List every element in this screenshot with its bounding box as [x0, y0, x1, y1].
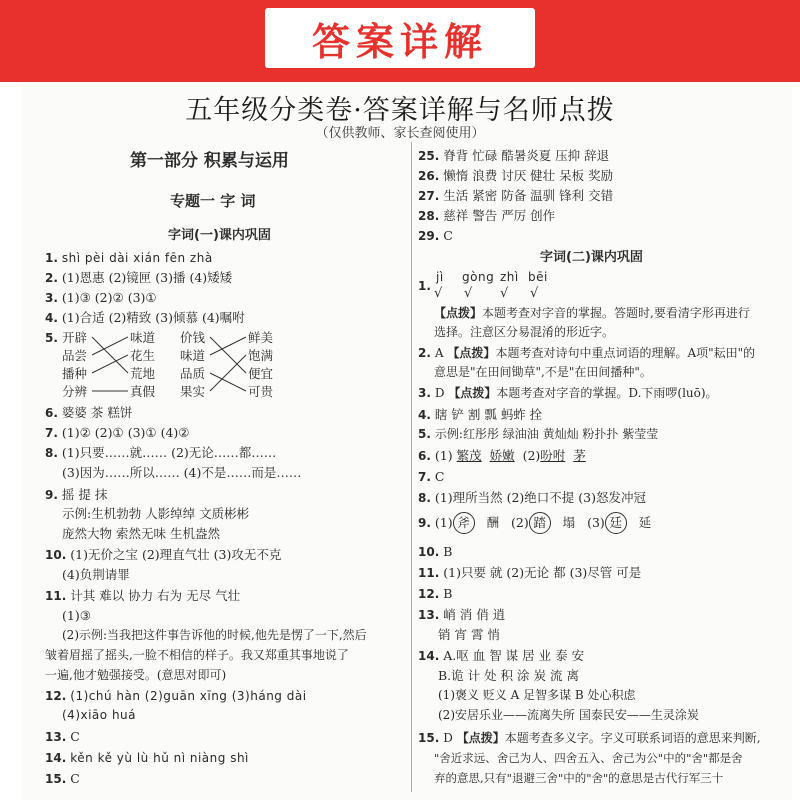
answer-item: 9. (1) 斧 酬 (2) 踏 塌 (3) 廷 延	[418, 512, 651, 534]
answer-item: 29. C	[418, 228, 453, 243]
pinyin-word: gòng	[462, 270, 495, 284]
answer-item: 7. (1)② (2)① (3)① (4)②	[45, 425, 190, 440]
answer-item-number: 1.	[418, 279, 431, 293]
answer-item: 6. 婆婆 茶 糕饼	[45, 405, 133, 420]
answer-item: 15. D 【点拨】本题考查多义字。字义可联系词语的意思来判断,	[418, 731, 761, 745]
answer-line: 示例:生机勃勃 人影绰绰 文质彬彬	[62, 506, 250, 521]
pinyin-word: bēi	[528, 270, 548, 284]
answer-item-number: 5.	[45, 331, 58, 345]
answer-item: 10. B	[418, 544, 453, 559]
answer-banner	[0, 0, 800, 82]
answer-item: 14. A.呕 血 智 谋 居 业 泰 安	[418, 648, 585, 663]
match-word: 便宜	[248, 366, 274, 381]
page-subtitle: （仅供教师、家长查阅使用）	[315, 126, 485, 141]
match-word: 饱满	[248, 348, 274, 363]
column-divider	[411, 142, 412, 792]
answer-item: 3. D 【点拨】本题考查对字音的掌握。D.下雨啰(luō)。	[418, 386, 718, 400]
check-mark: √	[530, 286, 539, 301]
match-word: 荒地	[130, 366, 156, 381]
banner-label-box	[265, 8, 535, 68]
match-word: 可贵	[248, 384, 274, 399]
answer-item: 2. A 【点拨】本题考查对诗句中重点词语的理解。A项"耘田"的	[418, 346, 756, 360]
hint-line: 弃的意思,只有"退避三舍"中的"舍"的意思是古代行军三十	[434, 771, 724, 785]
answer-item: 26. 懒惰 浪费 讨厌 健壮 呆板 奖励	[418, 168, 614, 183]
topic-heading: 专题一 字 词	[170, 192, 256, 210]
answer-item: 6. (1) 繁茂 娇嫩 (2)吩咐 茅	[418, 448, 586, 463]
hint-line: "舍近求远、舍己为人、四舍五入、舍己为公"中的"舍"都是舍	[434, 751, 743, 765]
check-mark: √	[434, 286, 443, 301]
match-word: 播种	[62, 366, 88, 381]
match-word: 味道	[130, 330, 156, 345]
pinyin-word: jì	[436, 270, 444, 284]
answer-line: (3)因为……所以…… (4)不是……而是……	[62, 465, 302, 480]
circled-char: 廷	[605, 512, 627, 534]
answer-item: 3. (1)③ (2)② (3)①	[45, 290, 157, 305]
match-word: 开辟	[62, 330, 88, 345]
answer-line: (4)xiāo huá	[62, 708, 137, 722]
hint-line: 【点拨】本题考查对字音的掌握。答题时,要看清字形再进行	[434, 306, 750, 320]
match-word: 品尝	[62, 348, 88, 363]
match-word: 花生	[130, 348, 156, 363]
hint-line: 意思是"在田间锄草",不是"在田间播种"。	[434, 365, 652, 379]
match-word: 价钱	[180, 330, 206, 345]
check-mark: √	[464, 286, 473, 301]
match-word: 鲜美	[248, 330, 274, 345]
answer-item: 8. (1)只要……就…… (2)无论……都……	[45, 445, 277, 460]
answer-item: 12. B	[418, 586, 453, 601]
answer-item: 11. 计其 难以 协力 右为 无尽 气壮	[45, 588, 241, 603]
banner-title: 答案详解	[311, 19, 488, 64]
match-word: 品质	[180, 366, 206, 381]
match-word: 果实	[180, 384, 206, 399]
answer-item: 12. (1)chú hàn (2)guān xīng (3)háng dài	[45, 689, 307, 703]
answer-item: 10. (1)无价之宝 (2)理直气壮 (3)攻无不克	[45, 547, 282, 562]
circled-char: 斧	[453, 512, 475, 534]
match-word: 分辨	[62, 384, 88, 399]
section-heading-1: 字词(一)课内巩固	[168, 228, 271, 243]
match-word: 真假	[130, 384, 156, 399]
answer-line: (4)负荆请罪	[62, 567, 130, 582]
answer-item: 15. C	[45, 771, 80, 786]
answer-item: 13. C	[45, 729, 80, 744]
answer-item: 28. 慈祥 警告 严厉 创作	[418, 208, 556, 223]
answer-item: 25. 脊背 忙碌 酷暑炎夏 压抑 辞退	[418, 148, 610, 163]
answer-line: 庞然大物 索然无味 生机盎然	[62, 526, 220, 541]
section-heading-2: 字词(二)课内巩固	[540, 250, 643, 265]
pinyin-word: zhì	[500, 270, 519, 284]
answer-item: 13. 峭 消 俏 逍	[418, 607, 506, 622]
answer-line: (2)示例:当我把这件事告诉他的时候,他先是愣了一下,然后	[62, 628, 367, 642]
answer-item: 9. 摇 提 抹	[45, 487, 108, 502]
part-heading: 第一部分 积累与运用	[130, 151, 289, 171]
answer-item: 4. (1)合适 (2)精致 (3)倾慕 (4)嘱咐	[45, 310, 245, 325]
answer-line: (1)褒义 贬义 A 足智多谋 B 处心积虑	[438, 688, 636, 702]
check-mark: √	[500, 286, 509, 301]
answer-item: 7. C	[418, 469, 445, 484]
answer-item: 14. kěn kě yù lù hǔ nì niàng shì	[45, 751, 249, 765]
answer-item: 27. 生活 紧密 防备 温驯 锋利 交错	[418, 188, 614, 203]
answer-item: 4. 瞎 铲 割 瓢 蚂蚱 拴	[418, 407, 543, 422]
answer-item: 5. 示例:红彤彤 绿油油 黄灿灿 粉扑扑 紫莹莹	[418, 427, 659, 441]
answer-item: 8. (1)理所当然 (2)绝口不提 (3)怒发冲冠	[418, 490, 646, 505]
match-word: 味道	[180, 348, 206, 363]
circled-char: 踏	[529, 512, 551, 534]
answer-item: 1. shì pèi dài xián fēn zhà	[45, 251, 213, 265]
answer-item: 11. (1)只要 就 (2)无论 都 (3)尽管 可是	[418, 565, 642, 580]
answer-line: 一遍,他才勉强接受。(意思对即可)	[45, 668, 227, 682]
answer-line: (1)③	[62, 608, 91, 623]
answer-line: 销 宵 霄 悄	[438, 627, 500, 642]
hint-line: 选择。注意区分易混淆的形近字。	[434, 325, 615, 339]
answer-line: B.诡 计 处 积 涂 炭 流 离	[438, 668, 579, 683]
answer-line: (2)安居乐业——流离失所 国泰民安——生灵涂炭	[438, 708, 699, 722]
answer-item: 2. (1)恩惠 (2)镜匣 (3)播 (4)矮矮	[45, 270, 233, 285]
answer-line: 皱着眉摇了摇头,一脸不相信的样子。我又郑重其事地说了	[45, 648, 349, 662]
page-title: 五年级分类卷·答案详解与名师点拨	[185, 95, 615, 126]
